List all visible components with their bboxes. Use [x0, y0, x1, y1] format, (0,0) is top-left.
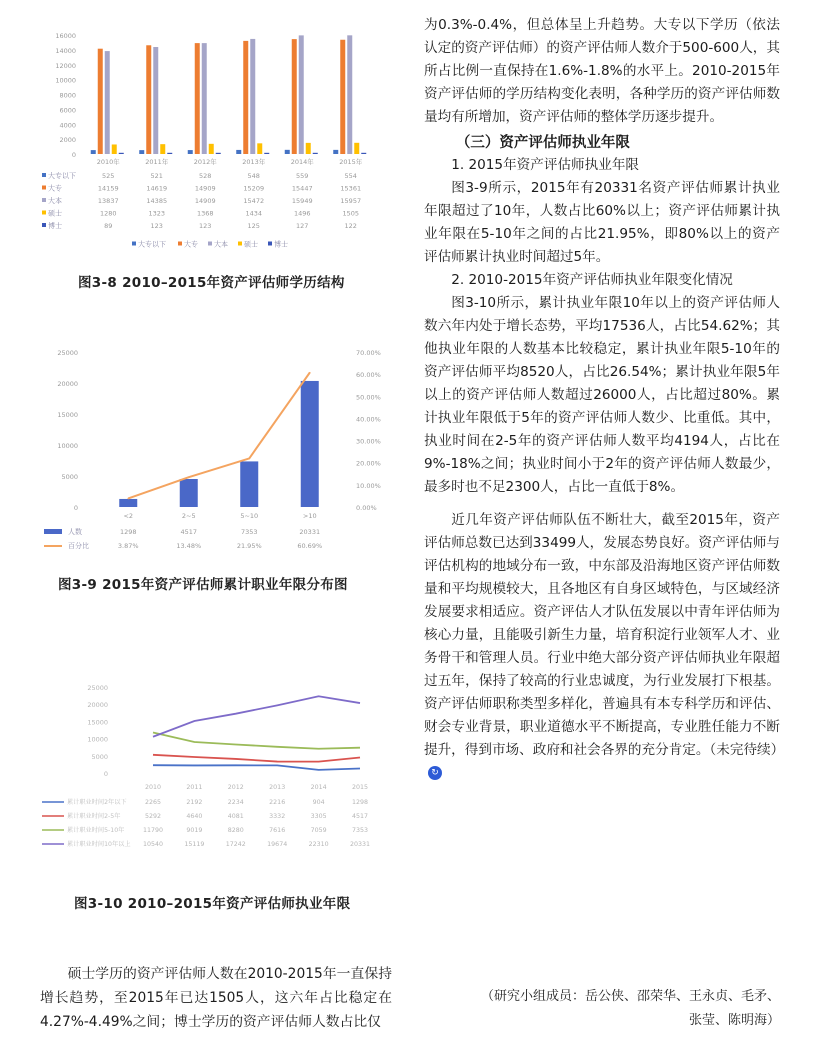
y-tick-label: 5000 [91, 752, 108, 761]
bar-大本 [105, 51, 110, 154]
table-cell: 7353 [351, 827, 369, 834]
legend-swatch [132, 242, 136, 246]
table-cell: 11790 [142, 827, 164, 834]
figure-3-8 [40, 20, 380, 255]
bar-大本 [202, 43, 207, 154]
table-cell: 127 [296, 222, 309, 230]
table-cell: 123 [150, 222, 163, 230]
figure-3-10-caption: 图3-10 2010–2015年资产评估师执业年限 [74, 896, 351, 912]
table-cell: 89 [104, 222, 113, 230]
figure-3-9-caption: 图3-9 2015年资产评估师累计职业年限分布图 [58, 577, 348, 593]
y-left-tick-label: 15000 [57, 411, 78, 419]
paragraph-education-conclusion: 为0.3%-0.4%，但总体呈上升趋势。大专以下学历（依法认定的资产评估师）的资产评估师人数介于500-600人，其所占比例一直保持在1.6%-1.8%的水平上。2010-2015年资产评估师的学历结构变化表明，各种学历的资产评估师数量均有所增加，资产评估师的整体学历逐步提升。 [424, 17, 780, 125]
legend-swatch [42, 198, 46, 202]
subheading-2015-career-years: 1. 2015年资产评估师执业年限 [451, 157, 640, 173]
research-team-credits [424, 985, 780, 1033]
table-cell: 554 [344, 172, 357, 180]
y-tick-label: 20000 [87, 701, 108, 710]
bar-博士 [313, 153, 318, 154]
bar-大专以下 [236, 150, 241, 154]
table-cell: 17242 [225, 841, 246, 848]
table-cell: 904 [312, 799, 325, 806]
table-cell: 2192 [186, 799, 203, 806]
bar-硕士 [257, 143, 262, 154]
x-tick-label: 2011 [186, 784, 203, 791]
table-cell: 22310 [308, 841, 329, 848]
x-tick-label: 2012年 [193, 158, 217, 166]
y-tick-label: 12000 [55, 61, 76, 70]
legend-swatch [42, 173, 46, 177]
legend-swatch [42, 186, 46, 190]
y-right-tick-label: 0.00% [356, 504, 377, 512]
line-series [153, 732, 360, 748]
table-row-label: 大专 [48, 184, 62, 193]
bar-博士 [119, 153, 124, 154]
bar-硕士 [354, 143, 359, 154]
table-cell: 3.87% [117, 542, 139, 550]
y-left-tick-label: 20000 [57, 380, 78, 388]
line-point [127, 498, 129, 500]
table-cell: 15957 [340, 197, 362, 205]
legend-label: 百分比 [68, 542, 89, 550]
y-left-tick-label: 5000 [61, 473, 78, 481]
table-cell: 559 [296, 172, 309, 180]
table-cell: 528 [199, 172, 212, 180]
table-cell: 1434 [245, 209, 263, 218]
table-cell: 14619 [146, 184, 168, 193]
table-cell: 21.95% [236, 542, 262, 550]
legend-swatch [44, 529, 62, 534]
line-series [153, 696, 360, 736]
line-series [153, 765, 360, 770]
table-cell: 1280 [99, 209, 117, 218]
bar-博士 [167, 153, 172, 154]
table-row-label: 大本 [48, 197, 62, 205]
bar-大专以下 [139, 150, 144, 154]
paragraph-figure-3-9: 图3-9所示，2015年有20331名资产评估师累计执业年限超过了10年，人数占比60%以上；资产评估师累计执业年限在5-10年之间的占比21.95%，即80%以上的资产评估师累计执业时间超过5年。 [424, 180, 780, 265]
y-right-tick-label: 20.00% [356, 459, 381, 468]
bar-硕士 [160, 144, 165, 154]
bar-大本 [153, 47, 158, 154]
x-tick-label: 2012 [227, 784, 244, 791]
line-point [248, 458, 250, 460]
x-tick-label: <2 [123, 512, 134, 520]
bar-people-count [180, 479, 198, 507]
y-tick-label: 6000 [59, 106, 76, 115]
table-cell: 3332 [269, 813, 286, 820]
table-cell: 60.69% [297, 542, 323, 550]
table-cell: 13.48% [176, 542, 202, 550]
y-tick-label: 2000 [59, 136, 76, 145]
x-tick-label: >10 [302, 512, 317, 520]
table-cell: 15447 [291, 184, 313, 193]
bar-大专以下 [188, 150, 193, 154]
y-left-tick-label: 0 [73, 504, 78, 512]
figure-3-8-caption: 图3-8 2010–2015年资产评估师学历结构 [78, 275, 345, 291]
bar-people-count [301, 381, 319, 507]
table-row-label: 博士 [48, 222, 62, 230]
table-cell: 14909 [194, 184, 216, 193]
bar-大本 [299, 35, 304, 154]
bar-博士 [264, 153, 269, 154]
table-cell: 15119 [184, 841, 205, 848]
table-row-label: 累计职业时间10年以上 [67, 841, 131, 848]
y-right-tick-label: 50.00% [356, 393, 381, 402]
table-cell: 2265 [144, 799, 162, 806]
bar-大专 [195, 43, 200, 154]
line-point [188, 476, 190, 478]
legend-label: 博士 [274, 240, 288, 249]
bar-博士 [361, 153, 366, 154]
line-point [309, 372, 311, 374]
right-column [424, 14, 785, 785]
y-right-tick-label: 60.00% [356, 371, 381, 380]
paragraph-figure-3-10: 图3-10所示，累计执业年限10年以上的资产评估师人数六年内处于增长态势，平均17536人，占比54.62%；其他执业年限的人数基本比较稳定，累计执业年限5-10年的资产评估师平均8520人，占比26.54%；累计执业年限5年以上的资产评估师人数超过26000人，占比超过80%。累计执业年限低于5年的资产评估师人数少、比重低。其中，执业时间在2-5年的资产评估师人数平均4194人，占比在9%-18%之间；执业时间小于2年的资产评估师人数最少，最多时也不足2300人，占比一直低于8%。 [424, 295, 780, 495]
table-cell: 122 [344, 222, 357, 230]
y-tick-label: 0 [103, 770, 108, 778]
table-cell: 14159 [97, 184, 119, 193]
legend-swatch [178, 242, 182, 246]
y-right-tick-label: 30.00% [356, 437, 381, 446]
x-tick-label: 2014 [310, 784, 327, 791]
bar-大专 [243, 41, 248, 154]
table-cell: 15472 [243, 197, 265, 205]
paragraph-team-growth-text: 近几年资产评估师队伍不断壮大，截至2015年，资产评估师总数已达到33499人，发展态势良好。资产评估师与评估机构的地域分布一致，中东部及沿海地区资产评估师数量和平均规模较大，且各地区有自身区域特色，与区域经济发展要求相适应。资产评估人才队伍发展以中青年评估师为核心力量，且能吸引新生力量，培育积淀行业领军人才、业务骨干和管理人员。行业中绝大部分资产评估师执业年限超过五年，保持了较高的行业忠诚度，为行业发展打下根基。资产评估师职称类型多样化，普遍具有本专科学历和评估、财会专业背景，职业道德水平不断提高，专业胜任能力不断提升，得到市场、政府和社会各界的充分肯定。（未完待续） [424, 512, 785, 758]
paragraph-team-growth [424, 509, 785, 785]
x-tick-label: 2~5 [181, 512, 196, 520]
table-cell: 2216 [269, 799, 286, 806]
table-row-label: 硕士 [48, 209, 62, 218]
legend-label: 大本 [214, 240, 228, 249]
legend-swatch [44, 545, 62, 547]
bar-people-count [240, 461, 258, 507]
table-cell: 15209 [243, 184, 265, 193]
bar-博士 [216, 153, 221, 154]
education-structure-chart [40, 20, 380, 255]
table-row-label: 累计职业时间5-10年 [67, 827, 125, 834]
y-tick-label: 25000 [87, 684, 108, 692]
table-cell: 4640 [186, 813, 203, 820]
table-cell: 5292 [144, 813, 162, 820]
table-cell: 7059 [310, 827, 327, 834]
credits-line-2: 张莹、陈明海） [688, 1013, 780, 1028]
bar-大专以下 [285, 150, 290, 154]
bar-大专 [340, 40, 345, 154]
table-cell: 1496 [293, 209, 311, 218]
bar-大专 [146, 45, 151, 154]
table-cell: 14385 [146, 197, 168, 205]
career-years-distribution-chart [40, 340, 400, 555]
table-cell: 521 [150, 172, 163, 180]
y-right-tick-label: 70.00% [356, 349, 381, 357]
y-right-tick-label: 10.00% [356, 481, 381, 490]
table-cell: 4517 [351, 813, 369, 820]
table-cell: 2234 [227, 799, 244, 806]
table-cell: 7353 [240, 528, 258, 536]
y-tick-label: 0 [71, 151, 76, 159]
table-cell: 19674 [267, 841, 288, 848]
legend-swatch [42, 211, 46, 215]
table-cell: 1298 [119, 528, 137, 536]
table-cell: 15949 [291, 197, 313, 205]
figure-3-9 [40, 340, 400, 555]
table-cell: 1298 [351, 799, 369, 806]
section-heading-career-years: （三）资产评估师执业年限 [455, 134, 630, 151]
table-cell: 13837 [97, 197, 119, 205]
table-cell: 7616 [269, 827, 286, 834]
x-tick-label: 5~10 [240, 512, 259, 520]
line-series [153, 755, 360, 762]
line-percentage [128, 373, 310, 499]
x-tick-label: 2015 [351, 784, 369, 791]
bar-大专 [98, 49, 103, 154]
career-years-trend-chart [40, 665, 380, 860]
table-cell: 525 [102, 172, 115, 180]
legend-swatch [238, 242, 242, 246]
table-cell: 4517 [180, 528, 198, 536]
y-right-tick-label: 40.00% [356, 415, 381, 424]
table-row-label: 累计职业时间2年以下 [67, 799, 127, 806]
table-cell: 1368 [196, 209, 214, 218]
bar-硕士 [306, 143, 311, 154]
table-cell: 15361 [340, 184, 362, 193]
bar-硕士 [112, 144, 117, 154]
table-cell: 10540 [142, 841, 164, 848]
bar-大专 [292, 39, 297, 154]
legend-label: 硕士 [244, 240, 258, 249]
bar-大专以下 [333, 150, 338, 154]
table-cell: 4081 [227, 813, 244, 820]
table-cell: 548 [247, 172, 260, 180]
publication-logo-icon: ↻ [428, 766, 442, 780]
table-cell: 1323 [148, 209, 166, 218]
y-tick-label: 15000 [87, 718, 108, 727]
x-tick-label: 2013年 [242, 158, 266, 166]
table-row-label: 累计职业时间2-5年 [67, 813, 121, 820]
bar-people-count [119, 499, 137, 507]
x-tick-label: 2011年 [145, 158, 169, 166]
y-tick-label: 10000 [55, 76, 76, 85]
table-cell: 1505 [342, 209, 360, 218]
table-cell: 8280 [227, 827, 244, 834]
y-tick-label: 4000 [59, 121, 76, 130]
bar-大本 [250, 39, 255, 154]
bar-大专以下 [91, 150, 96, 154]
x-tick-label: 2013 [269, 784, 286, 791]
legend-label: 人数 [68, 528, 82, 536]
table-row-label: 大专以下 [48, 172, 76, 180]
y-tick-label: 14000 [55, 46, 76, 55]
x-tick-label: 2010年 [96, 158, 120, 166]
bar-硕士 [209, 144, 214, 154]
table-cell: 3305 [310, 813, 327, 820]
legend-label: 大专以下 [138, 240, 166, 249]
table-cell: 20331 [299, 528, 321, 536]
table-cell: 14909 [194, 197, 216, 205]
table-cell: 9019 [186, 827, 203, 834]
y-tick-label: 16000 [55, 32, 76, 40]
bar-大本 [347, 35, 352, 154]
table-cell: 125 [247, 222, 260, 230]
legend-swatch [42, 223, 46, 227]
x-tick-label: 2010 [144, 784, 162, 791]
x-tick-label: 2014年 [290, 158, 314, 166]
table-cell: 20331 [349, 841, 371, 848]
y-left-tick-label: 25000 [57, 349, 78, 357]
subheading-career-years-change: 2. 2010-2015年资产评估师执业年限变化情况 [451, 272, 733, 288]
figure-3-10 [40, 665, 380, 860]
legend-swatch [208, 242, 212, 246]
y-tick-label: 8000 [59, 91, 76, 100]
y-tick-label: 10000 [87, 735, 108, 744]
y-left-tick-label: 10000 [57, 442, 78, 450]
legend-swatch [268, 242, 272, 246]
x-tick-label: 2015年 [339, 158, 363, 166]
left-bottom-paragraph: 硕士学历的资产评估师人数在2010-2015年一直保持增长趋势，至2015年已达1505人，这六年占比稳定在4.27%-4.49%之间；博士学历的资产评估师人数占比仅 [40, 966, 392, 1030]
table-cell: 123 [199, 222, 212, 230]
legend-label: 大专 [184, 240, 198, 249]
credits-line-1: （研究小组成员：岳公侠、邵荣华、王永贞、毛矛、 [480, 989, 780, 1004]
